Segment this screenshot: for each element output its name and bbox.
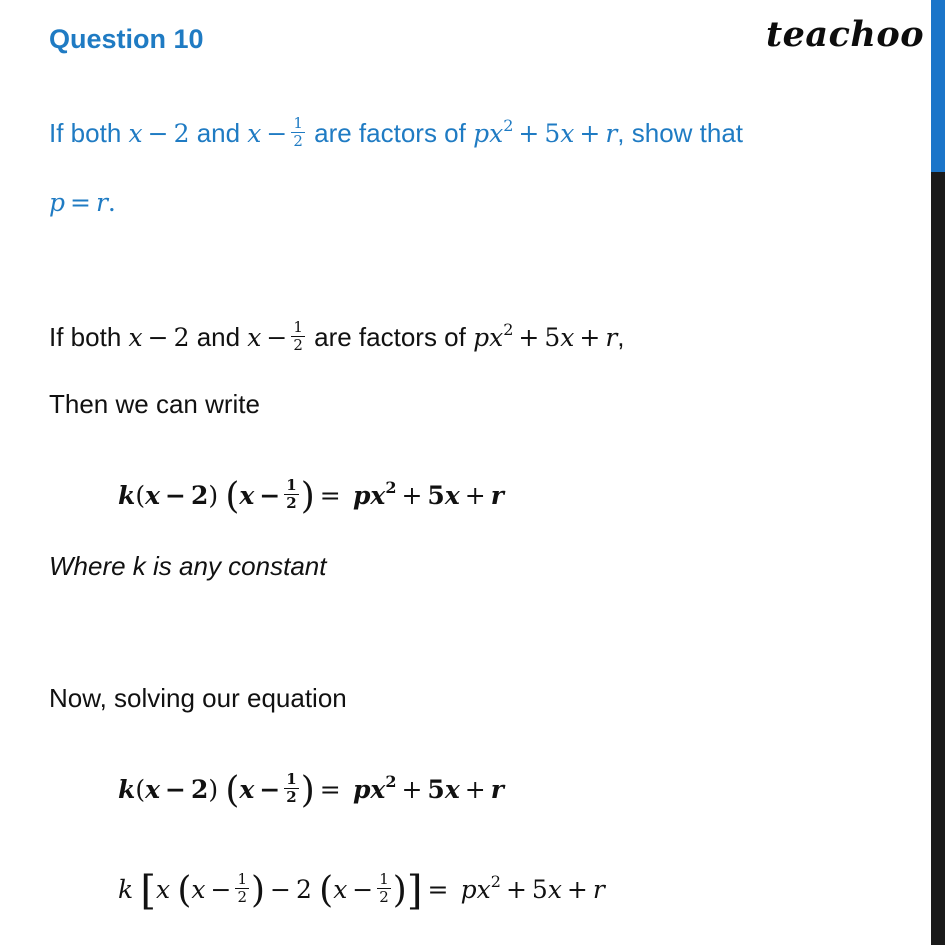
- big-paren-close: ): [300, 476, 315, 517]
- exponent: 2: [385, 772, 397, 791]
- exponent: 2: [503, 116, 514, 135]
- paren-open: (: [135, 481, 146, 510]
- frac-num: 1: [293, 317, 303, 336]
- question-text-line-1: [49, 110, 743, 153]
- num-2: 2: [173, 323, 190, 352]
- big-paren-open: (: [225, 770, 240, 811]
- var-p: p: [473, 119, 490, 148]
- fraction-one-half: [284, 771, 298, 806]
- var-x: x: [239, 775, 255, 804]
- op-plus: +: [566, 875, 588, 904]
- var-x: x: [247, 119, 262, 148]
- var-x: x: [476, 875, 491, 904]
- op-minus: −: [259, 481, 281, 510]
- fraction-one-half: [291, 115, 305, 150]
- num-5: 5: [544, 119, 561, 148]
- question-text-line-2: [49, 186, 116, 219]
- op-minus: −: [210, 875, 232, 904]
- var-x: x: [370, 775, 386, 804]
- var-x: x: [247, 323, 262, 352]
- op-minus: −: [147, 323, 169, 352]
- text: and: [189, 322, 248, 352]
- var-p: p: [460, 875, 477, 904]
- text: If both: [49, 322, 129, 352]
- op-plus: +: [464, 775, 486, 804]
- frac-num: 1: [237, 869, 247, 888]
- op-minus: −: [266, 119, 288, 148]
- text: are factors of: [306, 322, 474, 352]
- op-minus: −: [266, 323, 288, 352]
- question-title: Question 10: [49, 24, 204, 54]
- op-minus: −: [352, 875, 374, 904]
- op-plus: +: [579, 119, 601, 148]
- var-x: x: [239, 481, 255, 510]
- var-k: k: [118, 481, 136, 510]
- var-r: r: [490, 775, 504, 804]
- equation-2: [118, 766, 504, 809]
- frac-num: 1: [379, 869, 389, 888]
- frac-den: 2: [293, 335, 303, 354]
- equation-3: [118, 866, 605, 914]
- op-minus: −: [147, 119, 169, 148]
- answer-line-3: Now, solving our equation: [49, 683, 347, 713]
- frac-den: 2: [379, 887, 389, 906]
- fraction-one-half: [291, 319, 305, 354]
- var-x: x: [444, 481, 460, 510]
- constant-note: Where k is any constant: [49, 551, 327, 581]
- frac-num: 1: [293, 113, 303, 132]
- var-x: x: [128, 119, 143, 148]
- op-minus: −: [270, 875, 291, 904]
- paren-open: (: [135, 775, 146, 804]
- frac-den: 2: [286, 787, 297, 806]
- op-plus: +: [464, 481, 486, 510]
- frac-num: 1: [286, 475, 297, 494]
- var-p: p: [49, 188, 66, 217]
- period: .: [107, 188, 116, 217]
- num-5: 5: [544, 323, 561, 352]
- var-r: r: [605, 323, 618, 352]
- var-x: x: [560, 119, 575, 148]
- op-plus: +: [518, 119, 540, 148]
- var-x: x: [128, 323, 143, 352]
- num-5: 5: [427, 481, 445, 510]
- var-r: r: [605, 119, 618, 148]
- op-plus: +: [401, 775, 423, 804]
- op-equals: =: [70, 188, 91, 217]
- num-2: 2: [190, 775, 209, 804]
- op-equals: =: [319, 481, 341, 510]
- text: ,: [617, 322, 625, 352]
- var-r: r: [490, 481, 504, 510]
- frac-num: 1: [286, 769, 297, 788]
- text: If both: [49, 118, 129, 148]
- op-plus: +: [518, 323, 540, 352]
- equation-1: [118, 472, 504, 515]
- var-p: p: [352, 775, 371, 804]
- var-r: r: [592, 875, 605, 904]
- bracket-open: [: [140, 868, 156, 914]
- var-x: x: [547, 875, 562, 904]
- big-paren-close: ): [300, 770, 315, 811]
- var-x: x: [145, 481, 160, 510]
- num-2: 2: [190, 481, 209, 510]
- var-k: k: [118, 775, 136, 804]
- bracket-close: ]: [406, 868, 423, 914]
- var-x: x: [145, 775, 160, 804]
- op-plus: +: [505, 875, 527, 904]
- frac-den: 2: [286, 493, 297, 512]
- fraction-one-half: [235, 871, 249, 906]
- num-2: 2: [296, 875, 312, 904]
- var-x: x: [156, 875, 171, 904]
- big-paren-open: (: [225, 476, 240, 517]
- op-plus: +: [401, 481, 423, 510]
- answer-line-1: [49, 314, 625, 357]
- num-2: 2: [173, 119, 190, 148]
- num-5: 5: [531, 875, 548, 904]
- text: are factors of: [306, 118, 474, 148]
- fraction-one-half: [284, 477, 298, 512]
- var-p: p: [473, 323, 490, 352]
- var-x: x: [489, 323, 504, 352]
- exponent: 2: [503, 320, 514, 339]
- op-minus: −: [165, 775, 186, 804]
- op-equals: =: [319, 775, 341, 804]
- op-minus: −: [259, 775, 281, 804]
- text: , show that: [617, 118, 744, 148]
- fraction-one-half: [377, 871, 391, 906]
- var-x: x: [560, 323, 575, 352]
- paren-close: ): [208, 775, 219, 804]
- exponent: 2: [385, 478, 397, 497]
- frac-den: 2: [293, 131, 303, 150]
- frac-den: 2: [237, 887, 247, 906]
- var-r: r: [95, 188, 108, 217]
- op-equals: =: [427, 875, 449, 904]
- answer-line-2: Then we can write: [49, 389, 260, 419]
- teachoo-logo: teachoo: [766, 14, 925, 55]
- var-x: x: [191, 875, 206, 904]
- big-paren-open: (: [319, 870, 334, 911]
- text: and: [189, 118, 248, 148]
- var-x: x: [489, 119, 504, 148]
- num-5: 5: [427, 775, 445, 804]
- exponent: 2: [490, 872, 501, 891]
- var-p: p: [352, 481, 371, 510]
- big-paren-close: ): [251, 870, 266, 911]
- op-minus: −: [165, 481, 186, 510]
- var-x: x: [444, 775, 460, 804]
- big-paren-close: ): [392, 870, 407, 911]
- paren-close: ): [208, 481, 219, 510]
- var-k: k: [118, 875, 134, 904]
- big-paren-open: (: [177, 870, 192, 911]
- var-x: x: [333, 875, 348, 904]
- var-x: x: [370, 481, 386, 510]
- scrollbar-thumb[interactable]: [931, 0, 945, 172]
- op-plus: +: [579, 323, 601, 352]
